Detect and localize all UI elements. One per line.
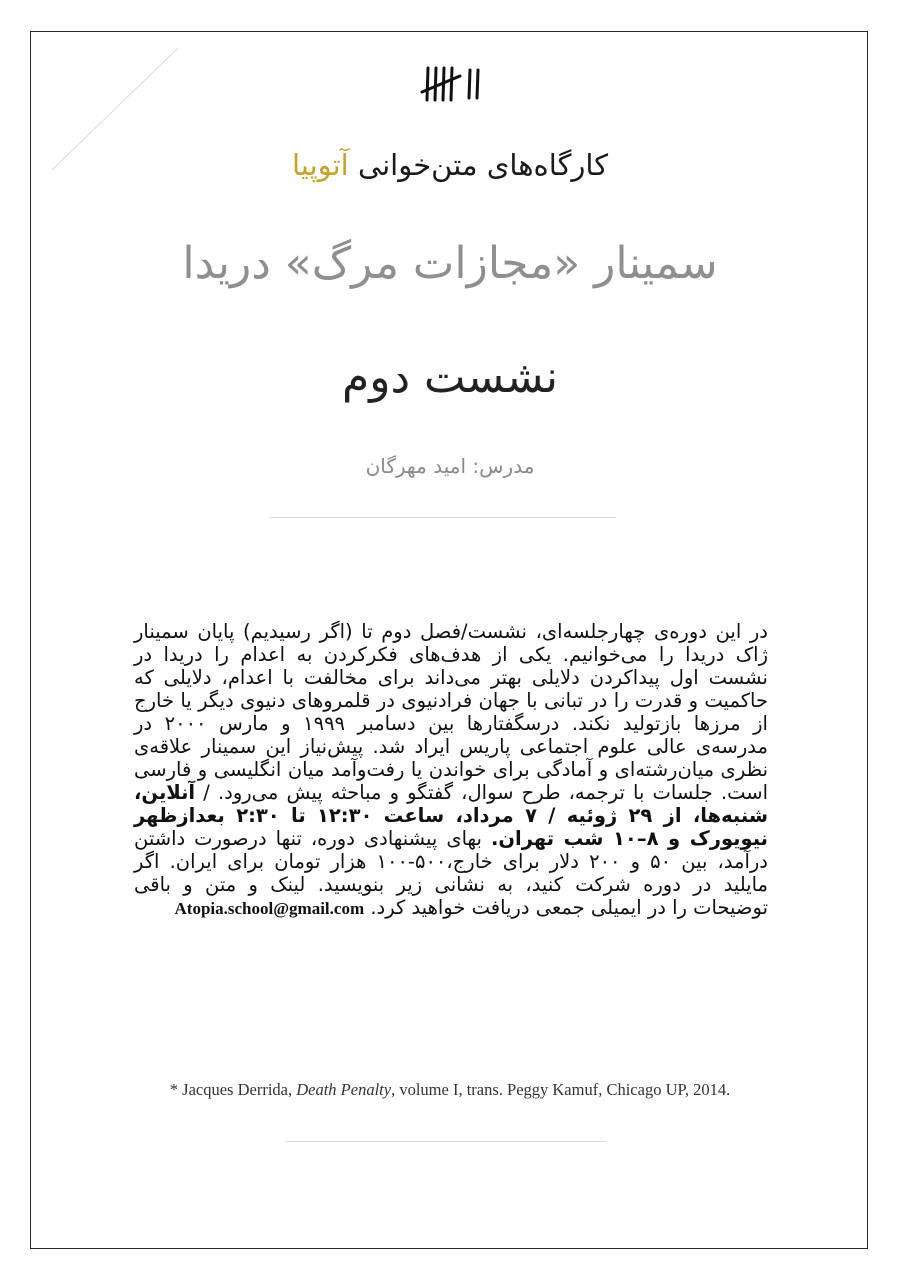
footnote-author: * Jacques Derrida, [169, 1080, 297, 1099]
teacher-name: مدرس: امید مهرگان [365, 454, 535, 478]
workshop-heading [0, 148, 900, 182]
footnote-citation [0, 1080, 900, 1100]
tally-marks-icon [420, 62, 492, 104]
description-paragraph [134, 620, 768, 920]
footnote-book-title: Death Penalty [296, 1080, 392, 1099]
workshop-prefix: کارگاه‌های متن‌خوانی [357, 148, 609, 182]
brand-name: آتوپیا [291, 148, 349, 182]
description-text: در این دوره‌ی چهارجلسه‌ای، نشست/فصل دوم تا (اگر رسیدیم) پایان سمینار ژاک دریدا را می‌خوانیم. یکی از هدف‌های فکرکردن به اعدام را دریدا در نشست اول پیداکردن دلایلی بهتر می‌داند برای مخالفت با اعدام، دلایلی که حاکمیت و قدرت را در تبانی با جهان فرادنیوی در قلمروهای دنیوی دیگر یا خارج از مرزها بازتولید نکند. درسگفتارها بین دسامبر ۱۹۹۹ و مارس ۲۰۰۰ در مدرسه‌ی عالی علوم اجتماعی پاریس ایراد شد. پیش‌نیاز این سمینار علاقه‌ی نظری میان‌رشته‌ای و آمادگی برای خواندن یا رفت‌وآمد میان انگلیسی و فارسی است. جلسات با ترجمه، طرح سوال، گفتگو و مباحثه پیش می‌رود. / [134, 620, 768, 804]
fee-text: بهای پیشنهادی دوره، تنها درصورت داشتن درآمد، بین ۵۰ و ۲۰۰ دلار برای خارج،۵۰۰-۱۰۰ هزار تومان برای ایران. اگر مایلید در دوره شرکت کنید، به نشانی زیر بنویسید. لینک و متن و باقی توضیحات را در ایمیلی جمعی دریافت خواهید کرد. [134, 827, 768, 919]
contact-email: Atopia.school@gmail.com [174, 899, 365, 918]
seminar-title: سمینار «مجازات مرگ» دریدا [182, 238, 718, 289]
footnote-details: , volume I, trans. Peggy Kamuf, Chicago UP, 2014. [391, 1080, 731, 1099]
session-title: نشست دوم [341, 352, 559, 403]
divider-bottom [286, 1141, 606, 1142]
divider-top [270, 517, 616, 518]
schedule-text: آنلاین، شنبه‌ها، از ۲۹ ژوئیه / ۷ مرداد، ساعت ۱۲:۳۰ تا ۲:۳۰ بعدازظهر نیویورک و ۸–۱۰ شب تهران. [134, 781, 769, 850]
